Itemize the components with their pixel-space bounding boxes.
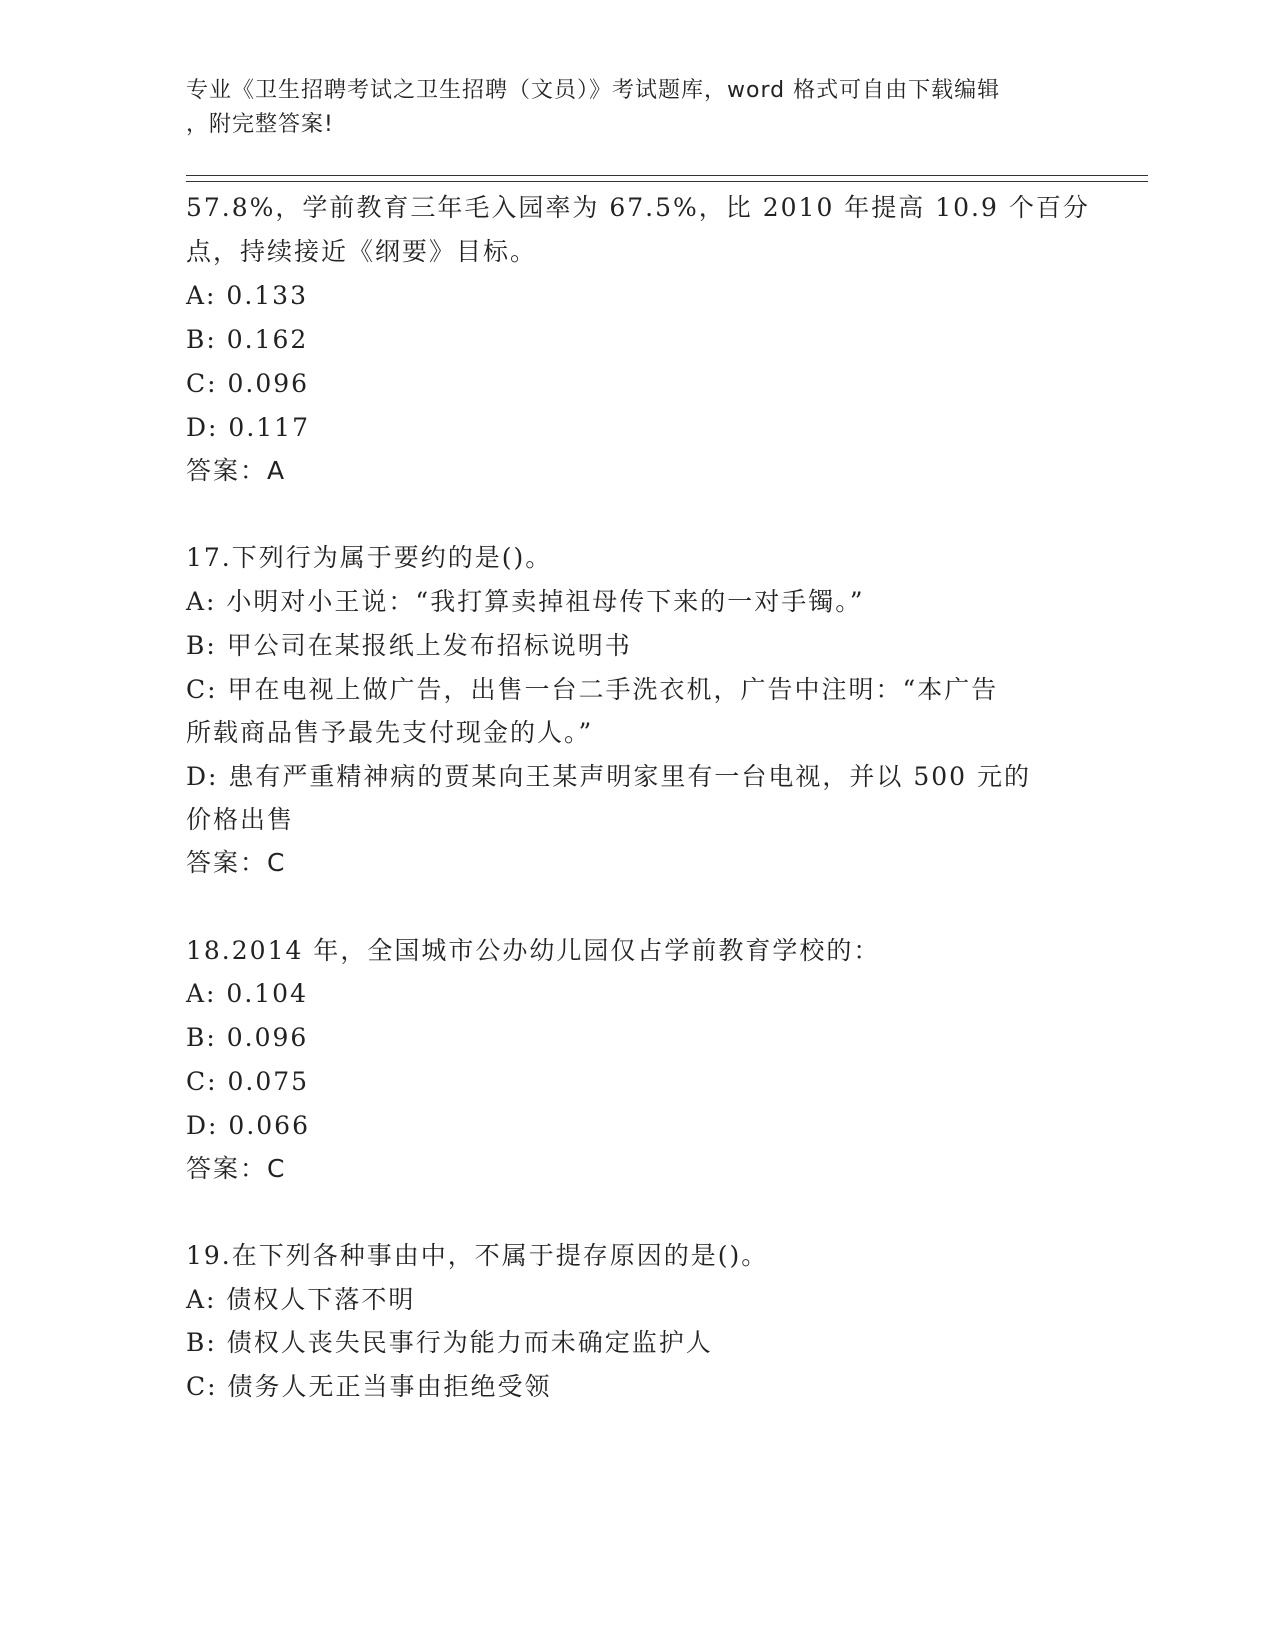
header-line-1: 专业《卫生招聘考试之卫生招聘（文员）》考试题库，word 格式可自由下载编辑 [186,78,1001,103]
q18-option-a: A: 0.104 [186,979,308,1008]
header-line-2: ，附完整答案! [186,112,334,137]
q17-option-c-line-2: 所载商品售予最先支付现金的人。” [186,718,594,747]
q16-option-b: B: 0.162 [186,325,309,354]
q16-option-c: C: 0.096 [186,369,310,398]
q16-stem-line-2: 点，持续接近《纲要》目标。 [186,237,538,266]
q16-answer: 答案：A [186,456,287,485]
q16-stem-line-1: 57.8%，学前教育三年毛入园率为 67.5%，比 2010 年提高 10.9 个百分 [186,193,1090,222]
q19-option-c: C: 债务人无正当事由拒绝受领 [186,1372,552,1401]
header-rule-top [186,175,1148,176]
q16-option-a: A: 0.133 [186,281,308,310]
q17-option-c-line-1: C: 甲在电视上做广告，出售一台二手洗衣机，广告中注明：“本广告 [186,675,999,704]
q17-answer: 答案：C [186,848,287,877]
q17-stem: 17.下列行为属于要约的是()。 [186,543,553,572]
q17-option-d-line-2: 价格出售 [186,805,295,834]
page-header [186,74,1066,142]
q18-option-b: B: 0.096 [186,1023,309,1052]
q17-option-a: A: 小明对小王说：“我打算卖掉祖母传下来的一对手镯。” [186,587,865,616]
q19-option-b: B: 债权人丧失民事行为能力而未确定监护人 [186,1328,713,1357]
q18-stem: 18.2014 年，全国城市公办幼儿园仅占学前教育学校的： [186,936,881,965]
q16-option-d: D: 0.117 [186,413,310,442]
q17-option-d-line-1: D: 患有严重精神病的贾某向王某声明家里有一台电视，并以 500 元的 [186,762,1032,791]
q18-answer: 答案：C [186,1154,287,1183]
q18-option-c: C: 0.075 [186,1067,310,1096]
q17-option-b: B: 甲公司在某报纸上发布招标说明书 [186,631,632,660]
q18-option-d: D: 0.066 [186,1111,310,1140]
q19-stem: 19.在下列各种事由中，不属于提存原因的是()。 [186,1241,769,1270]
header-rule-bottom [186,181,1148,182]
q19-option-a: A: 债权人下落不明 [186,1285,416,1314]
